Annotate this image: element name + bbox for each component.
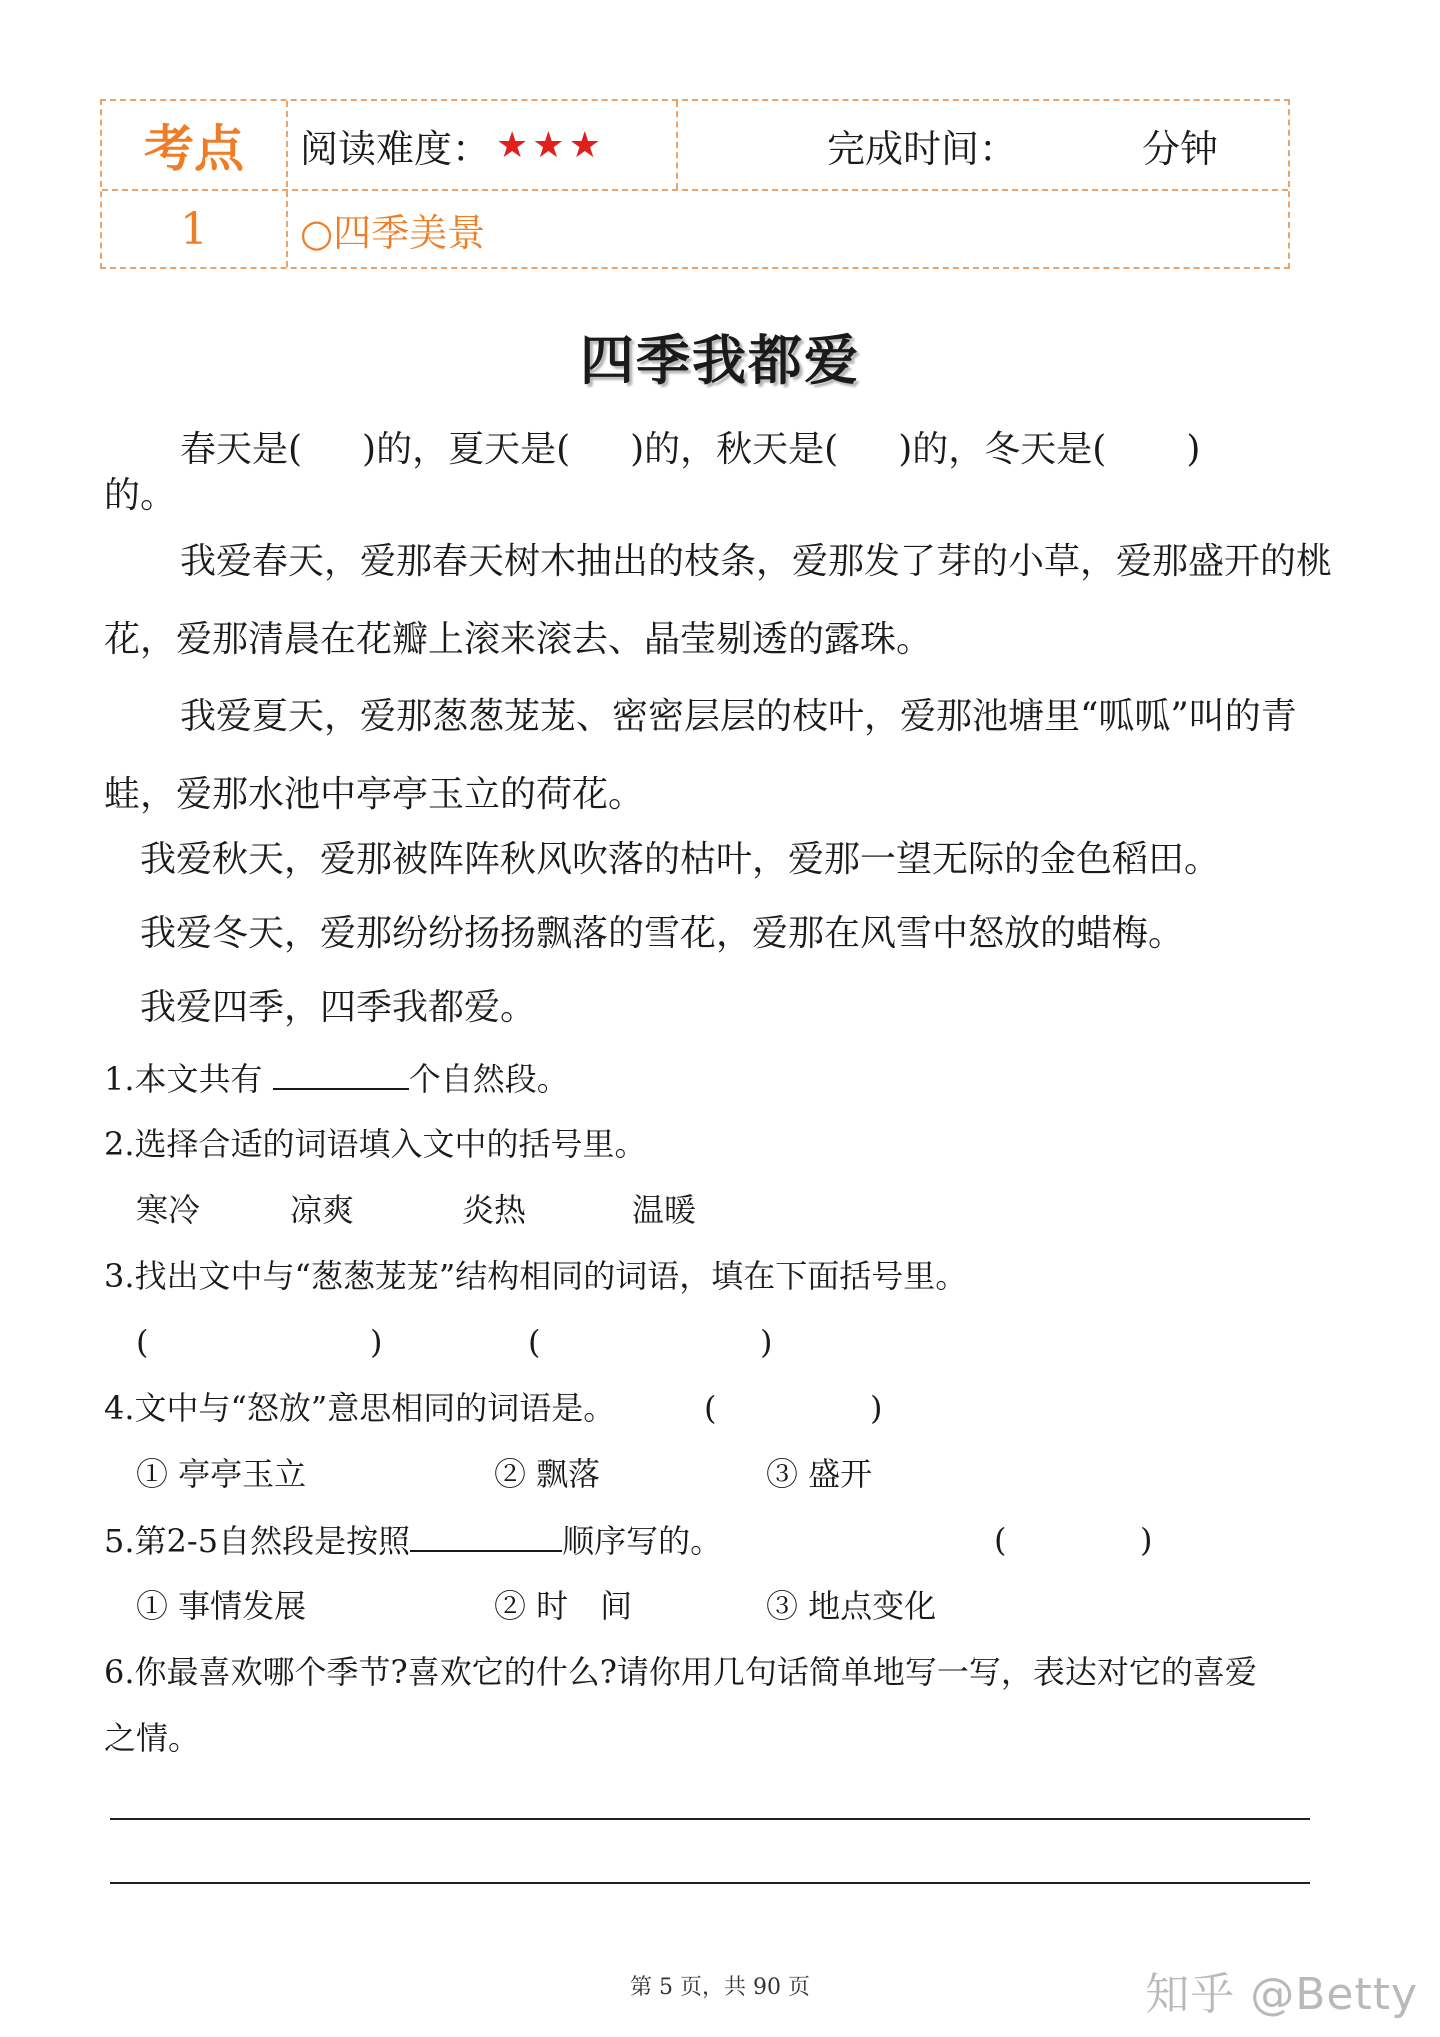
page-footer: 第 5 页，共 90 页 — [630, 1975, 810, 2000]
question-6-end: 之情。 — [104, 1719, 201, 1757]
page-title: 四季我都爱 — [580, 328, 860, 392]
paragraph-1-text: )的，夏天是( — [362, 429, 571, 470]
answer-paren-close: ) — [870, 1389, 883, 1427]
question-5-text: 顺序写的。 — [562, 1522, 723, 1560]
choice-option: ② 时 间 — [494, 1587, 633, 1625]
question-4: 4.文中与“怒放”意思相同的词语是。 — [104, 1389, 616, 1427]
question-1 — [104, 1058, 569, 1099]
question-1-text: 个自然段。 — [408, 1060, 569, 1098]
question-1-text: 1.本文共有 — [104, 1060, 263, 1098]
paragraph-4: 我爱秋天，爱那被阵阵秋风吹落的枯叶，爱那一望无际的金色稻田。 — [140, 839, 1221, 880]
paragraph-6: 我爱四季，四季我都爱。 — [140, 987, 537, 1028]
paragraph-1-text: )的，冬天是( — [898, 429, 1107, 470]
answer-paren-close: ) — [370, 1323, 383, 1361]
paragraph-1-text: )的，秋天是( — [630, 429, 839, 470]
question-5-text: 5.第2-5自然段是按照 — [104, 1522, 411, 1560]
word-option: 温暖 — [632, 1191, 697, 1229]
answer-paren-open: ( — [136, 1323, 149, 1361]
watermark: 知乎 @Betty — [1145, 1969, 1418, 2020]
choice-option: ② 飘落 — [494, 1455, 601, 1493]
kaodian-label: 考点 — [144, 119, 244, 178]
answer-blank[interactable] — [410, 1520, 562, 1552]
paragraph-1 — [104, 428, 1344, 472]
word-option: 炎热 — [462, 1191, 527, 1229]
header-divider — [286, 101, 288, 267]
difficulty-label: 阅读难度： — [300, 126, 491, 171]
header-divider — [676, 101, 678, 189]
difficulty-stars: ★★★ — [496, 124, 605, 166]
answer-paren-close: ) — [1140, 1521, 1153, 1559]
topic-label: ○四季美景 — [300, 210, 486, 255]
time-label: 完成时间： — [827, 126, 1018, 171]
paragraph-3: 我爱夏天，爱那葱葱茏茏、密密层层的枝叶，爱那池塘里“呱呱”叫的青蛙，爱那水池中亭亭玉立的荷花。 — [104, 696, 1297, 815]
question-5 — [104, 1520, 722, 1561]
writing-line[interactable] — [110, 1882, 1310, 1884]
answer-blank[interactable] — [273, 1058, 409, 1090]
choice-option: ① 事情发展 — [136, 1587, 307, 1625]
question-2: 2.选择合适的词语填入文中的括号里。 — [104, 1125, 647, 1163]
word-option: 寒冷 — [136, 1191, 201, 1229]
difficulty — [300, 101, 605, 189]
question-6: 6.你最喜欢哪个季节?喜欢它的什么?请你用几句话简单地写一写，表达对它的喜爱 — [104, 1653, 1257, 1691]
writing-line[interactable] — [110, 1818, 1310, 1820]
choice-option: ③ 地点变化 — [766, 1587, 937, 1625]
answer-paren-open: ( — [704, 1389, 717, 1427]
paragraph-1-text: ) — [1186, 429, 1201, 470]
paragraph-2: 我爱春天，爱那春天树木抽出的枝条，爱那发了芽的小草，爱那盛开的桃花，爱那清晨在花瓣上滚来滚去、晶莹剔透的露珠。 — [104, 541, 1333, 660]
question-3: 3.找出文中与“葱葱茏茏”结构相同的词语，填在下面括号里。 — [104, 1257, 968, 1295]
answer-paren-close: ) — [760, 1323, 773, 1361]
word-option: 凉爽 — [290, 1191, 355, 1229]
kaodian-number: 1 — [180, 203, 208, 255]
paragraph-5: 我爱冬天，爱那纷纷扬扬飘落的雪花，爱那在风雪中怒放的蜡梅。 — [140, 913, 1185, 954]
paragraph-1-text: 春天是( — [180, 429, 303, 470]
answer-paren-open: ( — [528, 1323, 541, 1361]
header-table — [100, 99, 1290, 269]
choice-option: ③ 盛开 — [766, 1455, 873, 1493]
paragraph-1-end: 的。 — [104, 475, 177, 516]
choice-option: ① 亭亭玉立 — [136, 1455, 307, 1493]
answer-paren-open: ( — [994, 1521, 1007, 1559]
minute-label: 分钟 — [1142, 126, 1219, 171]
